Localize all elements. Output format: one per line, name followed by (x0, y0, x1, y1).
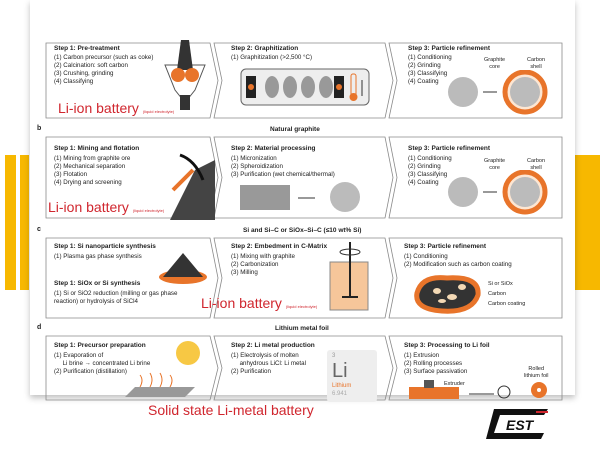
cest-logo (486, 407, 552, 441)
row-b-carbon-shell-label: Carbon shell (527, 158, 546, 171)
row-c-step2-title: Step 2: Embedment in C-Matrix (231, 243, 328, 250)
element-name: Lithium (332, 383, 352, 389)
crusher-icon (155, 40, 215, 115)
row-c-section-title: Si and Si–C or SiOx–Si–C (≤10 wt% Si) (243, 227, 362, 234)
row-d-step2-title: Step 2: Li metal production (231, 342, 315, 349)
element-mass: 6.941 (332, 391, 348, 397)
row-b-step1-body: (1) Mining from graphite ore (2) Mechanical separation (3) Flotation (4) Drying and screening (54, 155, 131, 186)
row-c-step2-body: (1) Mixing with graphite (2) Carbonization (3) Milling (231, 253, 295, 276)
row-a-step2-body: (1) Graphitization (>2,500 °C) (231, 54, 313, 61)
svg-text:EST: EST (506, 417, 534, 433)
row-d-label: d (37, 324, 42, 331)
row-c-step1-title: Step 1: Si nanoparticle synthesis (54, 243, 156, 250)
row-c-step1-body: (1) Plasma gas phase synthesis (54, 253, 142, 260)
row-b-step1-title: Step 1: Mining and flotation (54, 145, 140, 152)
row-c-step3-body: (1) Conditioning (2) Modification such as carbon coating (404, 253, 512, 268)
row-d-step1-body: (1) Evaporation of Li brine → concentrated Li brine (2) Purification (distillation) (54, 352, 151, 375)
row-a-step1-body: (1) Carbon precursor (such as coke) (2) Calcination: soft carbon (3) Crushing, grinding (4) Classifying (54, 54, 154, 85)
row-b-step3-body: (1) Conditioning (2) Grinding (3) Classifying (4) Coating (408, 155, 452, 186)
row-c-step1-body2: (1) Si or SiO2 reduction (milling or gas phase reaction) or hydrolysis of SiCl4 (54, 290, 178, 305)
extruder-rolling-icon (404, 372, 564, 402)
row-a-battery-label: Li-ion battery (liquid electrolyte) (58, 100, 175, 116)
row-d-step3-title: Step 3: Processing to Li foil (404, 342, 490, 349)
row-b-step2-body: (1) Micronization (2) Spheroidization (3) Purification (wet chemical/thermal) (231, 155, 335, 178)
row-d-section-title: Lithium metal foil (275, 325, 329, 332)
row-c-step3-title: Step 3: Particle refinement (404, 243, 486, 250)
row-a-step3-body: (1) Conditioning (2) Grinding (3) Classifying (4) Coating (408, 54, 452, 85)
coated-particle-icon-b (445, 170, 560, 215)
brine-evaporation-sun-icon (120, 335, 205, 400)
row-c-label: c (37, 226, 41, 233)
row-a-carbon-shell-label: Carbon shell (527, 57, 546, 70)
row-c-legend-si: Si or SiOx (488, 281, 513, 287)
row-a-step1-title: Step 1: Pre-treatment (54, 45, 120, 52)
graphitization-furnace-icon (240, 68, 370, 108)
lithium-element-tile (327, 350, 377, 402)
element-number: 3 (332, 353, 336, 359)
row-c-legend-carbon: Carbon (488, 291, 507, 297)
extruder-label: Extruder (444, 381, 465, 387)
row-b-step2-title: Step 2: Material processing (231, 145, 316, 152)
row-b-battery-label: Li-ion battery (liquid electrolyte) (48, 199, 165, 215)
si-carbon-composite-icon (412, 273, 484, 315)
nanoparticle-powder-icon (158, 250, 208, 285)
coated-particle-icon-a (445, 70, 560, 115)
row-b-section-title: Natural graphite (270, 126, 320, 133)
pickaxe-mining-icon (165, 135, 215, 220)
row-b-step3-title: Step 3: Particle refinement (408, 145, 490, 152)
row-a-step3-title: Step 3: Particle refinement (408, 45, 490, 52)
row-d-step3-body: (1) Extrusion (2) Rolling processes (3) Surface passivation (404, 352, 468, 375)
row-d-step1-title: Step 1: Precursor preparation (54, 342, 146, 349)
row-a-step2-title: Step 2: Graphitization (231, 45, 299, 52)
element-symbol: Li (332, 360, 348, 382)
row-b-label: b (37, 125, 42, 132)
row-c-battery-label: Li-ion battery (liquid electrolyte) (201, 295, 318, 311)
row-a-graphite-core-label: Graphite core (484, 57, 506, 70)
rolled-foil-label: Rolled lithium foil (524, 366, 549, 379)
row-c-step1-title2: Step 1: SiOx or Si synthesis (54, 280, 141, 287)
row-b-graphite-core-label: Graphite core (484, 158, 506, 171)
micronization-icon (240, 180, 380, 215)
row-d-battery-label: Solid state Li-metal battery (148, 402, 314, 418)
row-c-legend-coating: Carbon coating (488, 301, 526, 307)
beaker-mixing-icon (325, 242, 375, 312)
row-d-step2-body: (1) Electrolysis of molten anhydrous LiCl: Li metal (2) Purification (231, 352, 306, 375)
